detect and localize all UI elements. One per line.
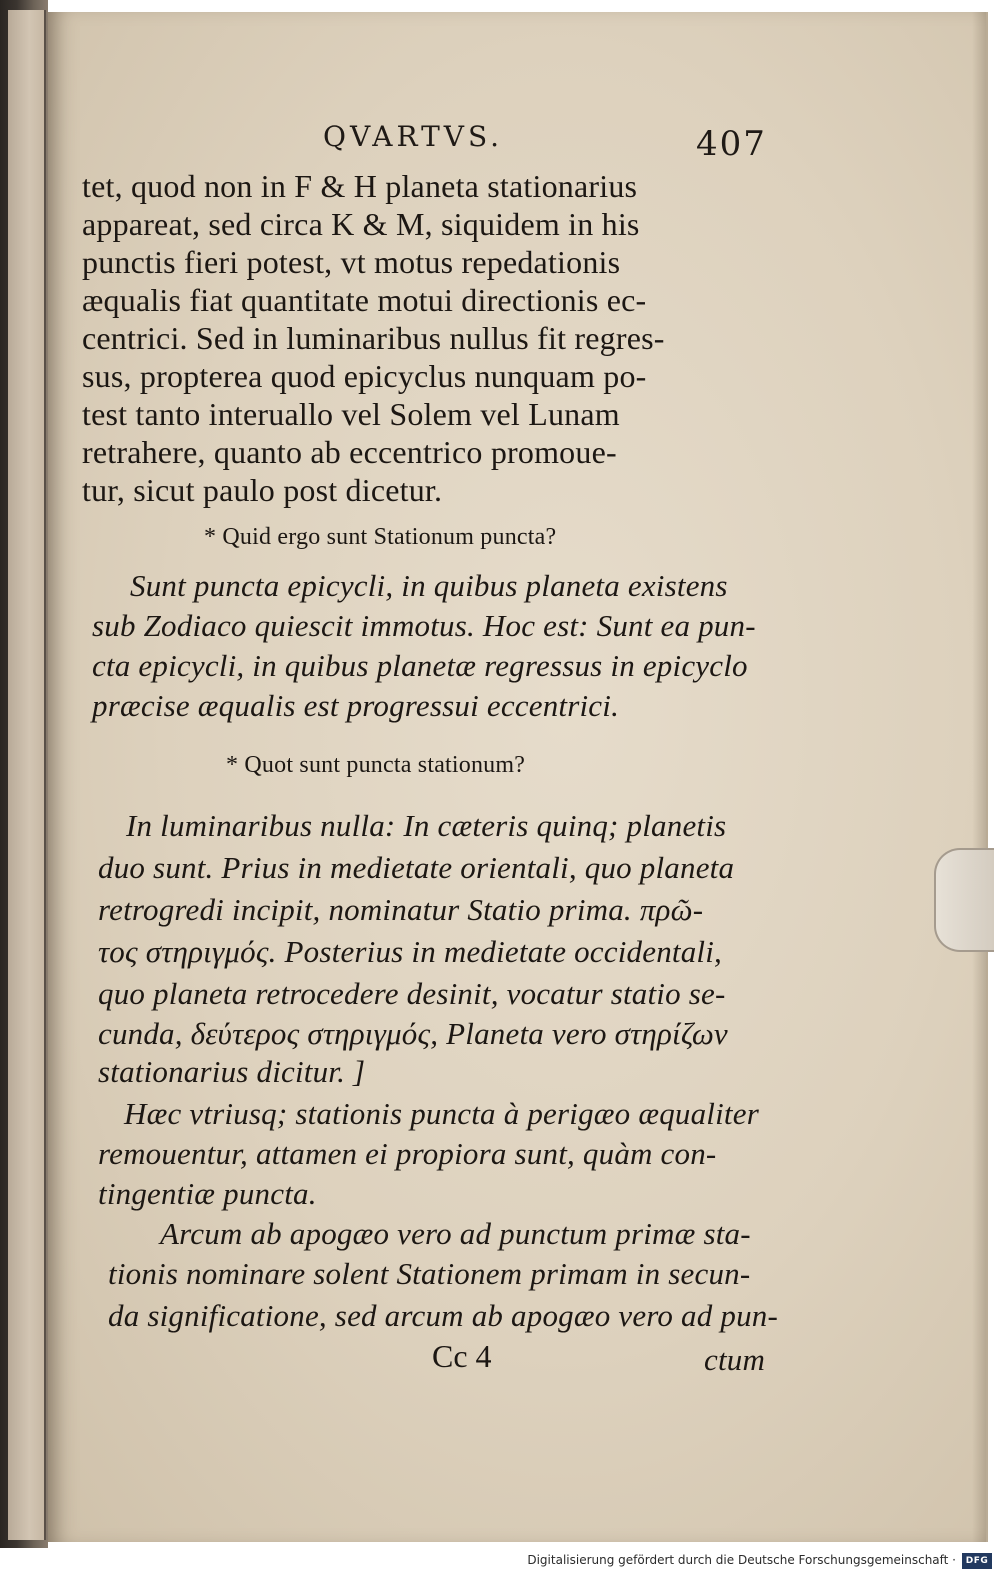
answer-line: stationarius dicitur. ] xyxy=(98,1054,366,1089)
answer-line: τος στηριγμός. Posterius in medietate occidentali, xyxy=(98,934,722,969)
facing-page-strip xyxy=(8,10,46,1540)
body-line: punctis fieri potest, vt motus repedationis xyxy=(82,244,621,280)
question-heading: * Quot sunt puncta stationum? xyxy=(226,752,526,778)
paragraph-line: da significatione, sed arcum ab apogæo vero ad pun- xyxy=(108,1298,779,1333)
dfg-logo: DFG xyxy=(962,1553,992,1569)
page-clip xyxy=(934,848,994,952)
book-page xyxy=(48,12,988,1542)
answer-line: Sunt puncta epicycli, in quibus planeta existens xyxy=(130,568,728,603)
body-line: sus, propterea quod epicyclus nunquam po- xyxy=(82,358,647,394)
paragraph-line: Arcum ab apogæo vero ad punctum primæ sta- xyxy=(160,1216,751,1251)
question-heading: * Quid ergo sunt Stationum puncta? xyxy=(204,524,557,550)
running-head: QVARTVS. xyxy=(323,120,504,153)
answer-line: cta epicycli, in quibus planetæ regressus in epicyclo xyxy=(92,648,748,683)
answer-line: retrogredi incipit, nominatur Statio prima. πρῶ- xyxy=(98,892,704,927)
page-number: 407 xyxy=(696,124,767,164)
answer-line: quo planeta retrocedere desinit, vocatur statio se- xyxy=(98,976,726,1011)
book-binding-edge xyxy=(0,0,48,1548)
body-line: centrici. Sed in luminaribus nullus fit regres- xyxy=(82,320,665,356)
paragraph-line: tingentiæ puncta. xyxy=(98,1176,317,1211)
answer-line: præcise æqualis est progressui eccentrici. xyxy=(92,688,620,723)
paragraph-line: tionis nominare solent Stationem primam in secun- xyxy=(108,1256,751,1291)
body-line: appareat, sed circa K & M, siquidem in his xyxy=(82,206,640,242)
body-line: æqualis fiat quantitate motui directionis ec- xyxy=(82,282,647,318)
body-line: test tanto interuallo vel Solem vel Lunam xyxy=(82,396,620,432)
body-line: tet, quod non in F & H planeta stationarius xyxy=(82,168,638,204)
body-line: retrahere, quanto ab eccentrico promoue- xyxy=(82,434,617,470)
answer-line: sub Zodiaco quiescit immotus. Hoc est: Sunt ea pun- xyxy=(92,608,756,643)
paragraph-line: Hæc vtriusq; stationis puncta à perigæo æqualiter xyxy=(124,1096,759,1131)
body-line: tur, sicut paulo post dicetur. xyxy=(82,472,443,508)
funding-credit: Digitalisierung gefördert durch die Deutsche Forschungsgemeinschaft · xyxy=(527,1553,956,1567)
paragraph-line: remouentur, attamen ei propiora sunt, quàm con- xyxy=(98,1136,717,1171)
answer-line: cunda, δεύτερος στηριγμός, Planeta vero στηρίζων xyxy=(98,1016,728,1051)
signature-mark: Cc 4 xyxy=(432,1338,492,1374)
answer-line: duo sunt. Prius in medietate orientali, quo planeta xyxy=(98,850,735,885)
answer-line: In luminaribus nulla: In cæteris quinq; planetis xyxy=(126,808,727,843)
catchword: ctum xyxy=(704,1342,766,1377)
page-edge-shadow xyxy=(972,12,986,1542)
